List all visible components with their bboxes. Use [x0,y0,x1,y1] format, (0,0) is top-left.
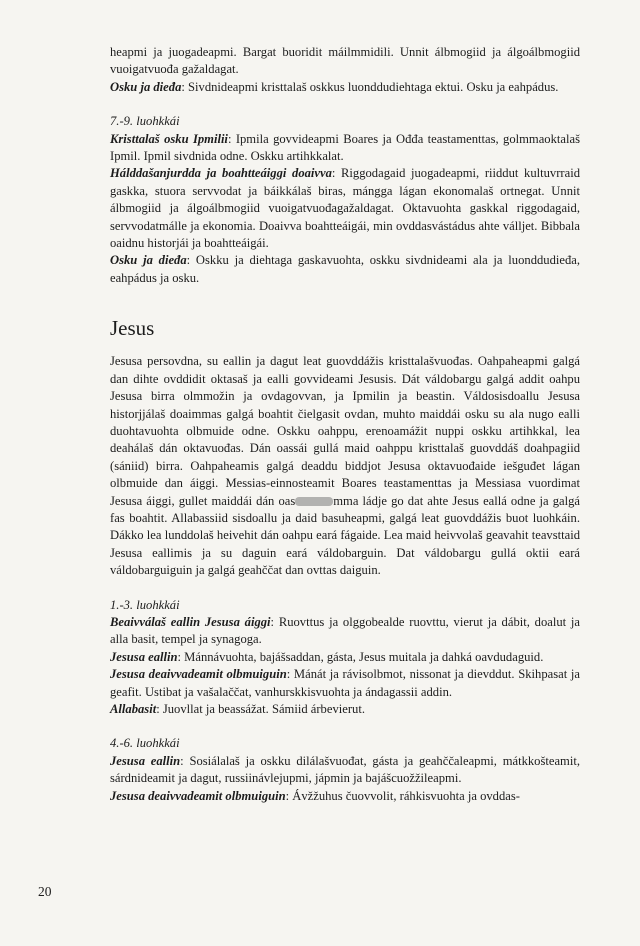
term-text: : Oskku ja diehtaga gaskavuohta, oskku sivdnideami ala ja luonddudieđa, eahpádus ja osku. [110,253,580,285]
term-text: : Mánát ja rávisolbmot, nissonat ja dievddut. Skihpasat ja geafit. Ustibat ja vašalaččat, vanhurskkisvuohta ja ándagassii addin. [110,667,580,699]
term-text: : Riggodagaid juogadeapmi, riiddut kultuvrraid gaskka, stuora servvodat ja báikkálaš biras, mángga lágan ekonomalaš ortnegat. Unnit álbmogiid ja álgoálbmogiid vuoigatvuođagažaldagat. Oktavuohta gaskkal riggodagaid, servvodatmálle ja ekonomia. Doaivva boahtteáigái, min ovddasvástádus ahte válljet. Bibbala oaidnu historjái ja boahtteáigái. [110,166,580,251]
section-heading-4-6: 4.-6. luohkkái [110,736,180,751]
item-halddasanjurdda [110,165,580,252]
item-kristtalas-osku [110,131,580,166]
term-label: Jesusa deaivvadeamit olbmuiguin [110,667,287,682]
item-osku-dieda [110,252,580,287]
section-heading-7-9: 7.-9. luohkkái [110,114,180,129]
item-allabasit [110,701,580,718]
term-text: : Sosiálalaš ja oskku dilálašvuođat, gásta ja geahččaleapmi, mátkkošteamit, sárdnideamit ja dagut, russiinávlejupmi, jápmin ja bajášcuožžileapmi. [110,753,580,786]
term-label: Jesusa deaivvadeamit olbmuiguin [110,788,286,803]
paragraph-part-b: mma ládje go dat ahte Jesus eallá odne ja galgá fas boahtit. Allabassiid sisdoallu ja daid basuheapmi, galgá leat guovddážis buot luohkáin. Dákko lea lunddolaš heivehit dán oahpu eará fágaide. Lea maid heivvolaš geavahit teavsttaid Jesusa eallimis ja su daguin eará váldobarguin. Dat váldobargu gullá oktii eará váldobarguiguin ja galgá geahččat dan ovttas daiguin. [110,493,580,578]
term-text: : Ruovttus ja olggobealde ruovttu, vierut ja dábit, doalut ja alla basit, tempel ja synagoga. [110,614,580,647]
text-column [110,44,580,805]
term-label: Hálddašanjurdda ja boahtteáiggi doaivva [110,166,332,181]
paragraph-jesus-intro [110,353,580,579]
ink-blot [295,497,333,506]
term-text: : Ávžžuhus čuovvolit, ráhkisvuohta ja ovddas- [285,788,520,803]
paragraph-osku-dieda [110,79,580,96]
heading-jesus: Jesus [110,316,155,341]
page-number: 20 [38,884,52,899]
term-text: : Ipmila govvideapmi Boares ja Ođđa teastamenttas, golmmaoktalaš Ipmil. Ipmil sivdnida odne. Oskku artihkkalat. [110,131,580,164]
term-label: Jesusa eallin [110,753,181,768]
term-text: : Mánnávuohta, bajášsaddan, gásta, Jesus muitala ja dahká oavdudaguid. [177,649,544,664]
term-label: Jesusa eallin [110,649,178,664]
item-jesusa-eallin [110,649,580,666]
term-label: Beaivválaš eallin Jesusa áiggi [110,614,271,629]
item-jesusa-eallin-4-6 [110,753,580,788]
term-text: : Juovllat ja beassážat. Sámiid árbevierut. [156,702,365,716]
section-heading-1-3: 1.-3. luohkkái [110,597,180,612]
item-jesusa-deaivvadeamit [110,666,580,701]
term-label: Kristtalaš osku Ipmilii [110,131,228,146]
term-label: Osku ja dieđa [110,79,182,94]
term-label: Osku ja dieđa [110,253,187,268]
paragraph-part-a: Jesusa persovdna, su eallin ja dagut leat guovddážis kristtalašvuođas. Oahpaheapmi galgá dan dihte ovddidit oktasaš ja ealli govvideami Jesusis. Dát váldobargu galgá addit oahpu Jesusa birra olmmožin ja ovdagovvan, ja Ipmilin ja beastin. Váldosisdoallu Jesusa historjjálaš doaimmas galgá boahtit čielgasit ovdan, muhto maiddái osku su ala nugo ealli duohtavuohta olbmuide odne. Oskku oahppu, erenoamážit nuppi oskku artihkkal, lea deahálaš dán oktavuođas. Dán oassái gullá maid oahppu kristtalaš guovddáš doahpagiid (sániid) birra. Oahpaheamis galgá deaddu biddjot Jesusa oktavuođaide iešguđet lágan olbmuide dan áiggi. Messias-einnosteamit Boares teastamenttas ja Messiasa vuordimat Jesusa áiggi, gullet maiddái dán oas [110,354,580,508]
item-beaivvalas-eallin [110,614,580,649]
term-text: : Sivdnideapmi kristtalaš oskkus luonddudiehtaga ektui. Osku ja eahpádus. [181,79,559,94]
paragraph-top: heapmi ja juogadeapmi. Bargat buoridit máilmmidili. Unnit álbmogiid ja álgoálbmogiid vuoigatvuođa gažaldagat. [110,45,580,77]
item-jesusa-deaivvadeamit-4-6 [110,788,580,805]
term-label: Allabasit [110,702,157,716]
